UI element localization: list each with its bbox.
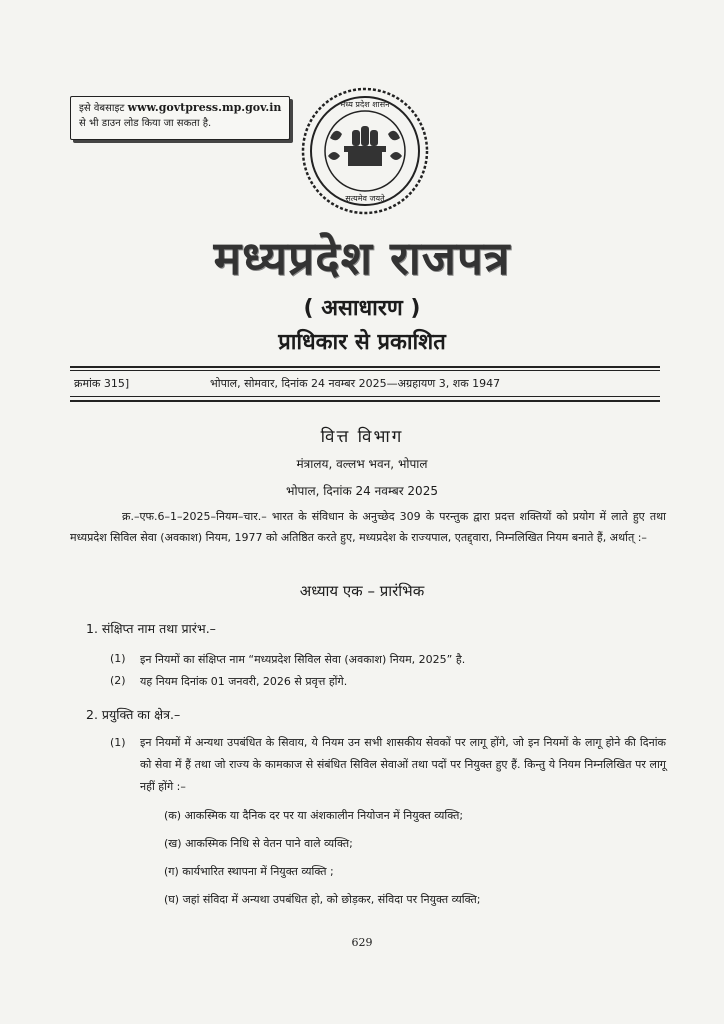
edition-label: ( असाधारण ) (303, 296, 421, 321)
header-rule-bottom-thin (70, 396, 660, 397)
clause-1-1-text: इन नियमों का संक्षिप्त नाम “मध्यप्रदेश सिविल सेवा (अवकाश) नियम, 2025” है. (140, 653, 466, 666)
issue-dateline: भोपाल, सोमवार, दिनांक 24 नवम्बर 2025—अग्रहायण 3, शक 1947 (210, 377, 501, 390)
gazette-title: मध्यप्रदेश राजपत्र (213, 231, 511, 285)
notification-date: भोपाल, दिनांक 24 नवम्बर 2025 (286, 484, 438, 498)
website-download-note (70, 96, 290, 140)
website-note-prefix: इसे वेबसाइट (79, 103, 125, 114)
authority-label: प्राधिकार से प्रकाशित (278, 330, 446, 355)
subitem-ga: (ग) कार्यभारित स्थापना में नियुक्त व्यक्ति ; (164, 865, 334, 878)
clause-2-1-number: (1) (110, 736, 126, 749)
website-url[interactable]: www.govtpress.mp.gov.in (127, 101, 282, 114)
subitem-kha: (ख) आकस्मिक निधि से वेतन पाने वाले व्यक्ति; (164, 837, 353, 850)
clause-1-1-number: (1) (110, 652, 126, 665)
header-rule-top-thin (70, 370, 660, 371)
header-rule-bottom (70, 400, 660, 402)
issue-number: क्रमांक 315] (74, 377, 130, 390)
emblem-motto: सत्यमेव जयते (345, 194, 385, 203)
section-2-heading: 2. प्रयुक्ति का क्षेत्र.– (86, 707, 181, 722)
state-emblem-icon (300, 86, 430, 216)
page-number: 629 (351, 936, 373, 949)
subitem-ka: (क) आकस्मिक या दैनिक दर पर या अंशकालीन नियोजन में नियुक्त व्यक्ति; (164, 809, 464, 822)
ministry-address: मंत्रालय, वल्लभ भवन, भोपाल (296, 457, 428, 471)
department-name: वित्त विभाग (320, 427, 404, 447)
clause-2-1-text: इन नियमों में अन्यथा उपबंधित के सिवाय, ये नियम उन सभी शासकीय सेवकों पर लागू होंगे, जो इन नियमों के लागू होने की दिनांक को सेवा में हैं तथा जो राज्य के कामकाज से संबंधित सिविल सेवाओं तथा पदों पर नियुक्त हुए हैं. किन्तु ये नियम निम्नलिखित पर लागू नहीं होंगे :– (140, 736, 666, 793)
clause-1-2-number: (2) (110, 674, 126, 687)
clause-1-2-text: यह नियम दिनांक 01 जनवरी, 2026 से प्रवृत्त होंगे. (140, 675, 348, 688)
subitem-gha: (घ) जहां संविदा में अन्यथा उपबंधित हो, को छोड़कर, संविदा पर नियुक्त व्यक्ति; (164, 893, 481, 906)
section-1-heading: 1. संक्षिप्त नाम तथा प्रारंभ.– (86, 621, 216, 636)
preamble (70, 506, 666, 548)
preamble-text: क्र.–एफ.6–1–2025–नियम–चार.– भारत के संविधान के अनुच्छेद 309 के परन्तुक द्वारा प्रदत्त शक्तियों को प्रयोग में लाते हुए तथा मध्यप्रदेश सिविल सेवा (अवकाश) नियम, 1977 को अतिष्ठित करते हुए, मध्यप्रदेश के राज्यपाल, एतद्द्वारा, निम्नलिखित नियम बनाते हैं, अर्थात् :– (70, 510, 666, 544)
header-rule-top (70, 366, 660, 368)
website-note-suffix: से भी डाउन लोड किया जा सकता है. (79, 118, 212, 129)
emblem-top-text: मध्य प्रदेश शासन (340, 100, 390, 109)
chapter-title: अध्याय एक – प्रारंभिक (299, 582, 425, 600)
